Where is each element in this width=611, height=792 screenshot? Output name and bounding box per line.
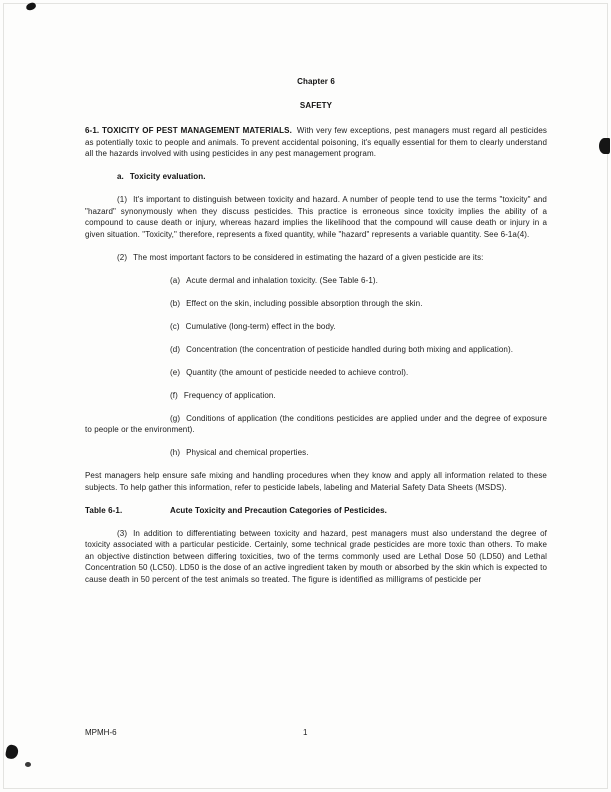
factor-item-label: (f) bbox=[170, 390, 178, 400]
factor-item-e bbox=[85, 367, 547, 379]
factor-item-text: Frequency of application. bbox=[183, 390, 276, 400]
chapter-heading: Chapter 6 bbox=[297, 77, 335, 86]
factor-item-f bbox=[85, 390, 547, 402]
closing-paragraph: Pest managers help ensure safe mixing and handling procedures when they know and apply all information related to these subjects. To help gather this information, refer to pesticide labels, labeling and Material Safety Data Sheets (MSDS). bbox=[85, 471, 547, 492]
factor-item-text: Conditions of application (the conditions pesticides are applied under and the degree of exposure to people or the environment). bbox=[85, 413, 547, 434]
scan-artifact-bottom-left-small bbox=[25, 762, 31, 767]
factor-item-label: (e) bbox=[170, 367, 181, 377]
factor-item-label: (g) bbox=[170, 413, 181, 423]
factor-item-c bbox=[85, 321, 547, 333]
page-title: SAFETY bbox=[299, 100, 333, 110]
factor-item-text: Quantity (the amount of pesticide needed to achieve control). bbox=[186, 367, 409, 377]
factor-item-text: Effect on the skin, including possible absorption through the skin. bbox=[186, 298, 423, 308]
factor-item-h bbox=[85, 447, 547, 459]
paragraph-3-label: (3) bbox=[117, 528, 128, 538]
footer-page-number: 1 bbox=[303, 728, 308, 737]
paragraph-2-text: The most important factors to be considered in estimating the hazard of a given pesticide are its: bbox=[133, 252, 484, 262]
factor-item-text: Cumulative (long-term) effect in the body. bbox=[185, 321, 336, 331]
table-caption bbox=[85, 505, 547, 517]
factor-item-label: (b) bbox=[170, 298, 181, 308]
factor-item-label: (d) bbox=[170, 344, 181, 354]
paragraph-1-label: (1) bbox=[117, 195, 128, 204]
toxicity-evaluation-text: Toxicity evaluation. bbox=[129, 172, 206, 181]
factor-item-d bbox=[85, 344, 547, 356]
factor-item-g bbox=[85, 413, 547, 436]
scan-artifact-bottom-left bbox=[5, 744, 20, 760]
footer-doc-id: MPMH-6 bbox=[85, 728, 117, 737]
scan-artifact-right-edge bbox=[599, 138, 610, 154]
section-6-1-paragraph bbox=[85, 125, 547, 160]
factor-item-label: (h) bbox=[170, 448, 181, 457]
section-6-1-text: With very few exceptions, pest managers must regard all pesticides as potentially toxic to people and animals. To prevent accidental poisoning, it's equally essential for them to clearly understand all the hazards involved with using pesticides in any pest management program. bbox=[85, 126, 547, 158]
factor-item-label: (a) bbox=[170, 275, 181, 285]
factor-item-label: (c) bbox=[170, 321, 180, 331]
section-6-1-heading: 6-1. TOXICITY OF PEST MANAGEMENT MATERIALS. bbox=[85, 126, 292, 135]
factor-item-a bbox=[85, 275, 547, 287]
document-content bbox=[85, 76, 547, 597]
factor-item-text: Acute dermal and inhalation toxicity. (See Table 6-1). bbox=[186, 275, 378, 285]
factor-item-text: Physical and chemical properties. bbox=[186, 448, 309, 457]
factor-item-b bbox=[85, 298, 547, 310]
scan-artifact-top-left bbox=[25, 2, 37, 12]
factor-item-text: Concentration (the concentration of pesticide handled during both mixing and application). bbox=[186, 344, 514, 354]
table-caption-label: Table 6-1. bbox=[85, 505, 123, 515]
paragraph-1 bbox=[85, 194, 547, 240]
paragraph-3 bbox=[85, 528, 547, 586]
toxicity-evaluation-heading bbox=[85, 171, 547, 183]
page-footer bbox=[85, 728, 547, 737]
toxicity-evaluation-label: a. bbox=[117, 172, 124, 181]
table-caption-text: Acute Toxicity and Precaution Categories of Pesticides. bbox=[170, 505, 387, 515]
paragraph-2-label: (2) bbox=[117, 252, 128, 262]
paragraph-1-text: It's important to distinguish between toxicity and hazard. A number of people tend to use the terms "toxicity" and "hazard" synonymously when they discuss pesticides. This practice is erroneous since toxicity implies the ability of a compound to cause death or injury, whereas hazard implies the likelihood that the compound will cause death or injury in a given situation. "Toxicity," therefore, represents a fixed quantity, while "hazard" represents a variable quantity. See 6-1a(4). bbox=[85, 195, 547, 239]
paragraph-3-text: In addition to differentiating between toxicity and hazard, pest managers must also understand the degree of toxicity associated with a particular pesticide. Certainly, some technical grade pesticides are more toxic than others. To make an objective distinction between differing toxicities, two of the terms commonly used are Lethal Dose 50 (LD50) and Lethal Concentration 50 (LC50). LD50 is the dose of an active ingredient taken by mouth or absorbed by the skin which is expected to cause death in 50 percent of the test animals so treated. The figure is identified as milligrams of pesticide per bbox=[85, 528, 547, 584]
paragraph-2 bbox=[85, 252, 547, 264]
